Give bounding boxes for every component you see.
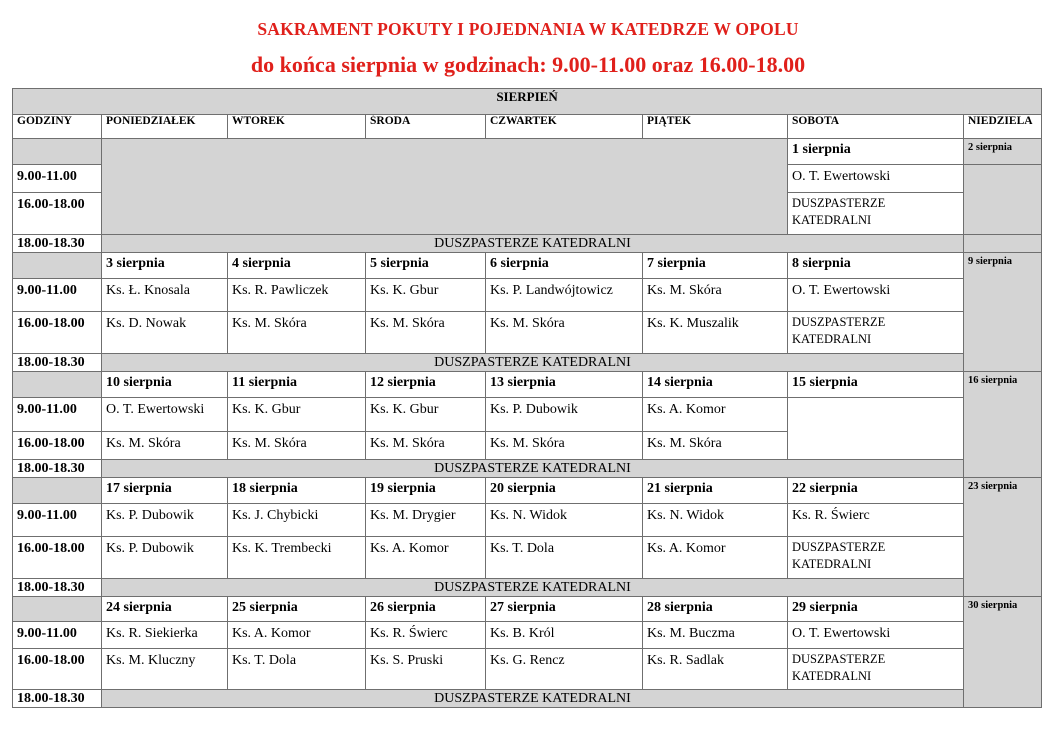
date-cell: 28 sierpnia: [643, 597, 788, 622]
empty-cell: [13, 372, 102, 398]
hour-cell: 18.00-18.30: [13, 460, 102, 478]
evening-duty-cell: DUSZPASTERZE KATEDRALNI: [102, 460, 964, 478]
hour-cell: 9.00-11.00: [13, 504, 102, 537]
week2-afternoon-row: [13, 312, 1042, 354]
week4-evening-row: [13, 579, 1042, 597]
confessor-cell: [788, 312, 964, 354]
kat-line2: KATEDRALNI: [792, 213, 872, 227]
date-cell: 18 sierpnia: [228, 478, 366, 504]
kat-line1: DUSZPASTERZE: [792, 652, 886, 666]
column-header: WTOREK: [228, 115, 366, 139]
confessor-cell: Ks. M. Skóra: [102, 432, 228, 460]
confessor-cell: Ks. R. Sadlak: [643, 649, 788, 690]
confessor-cell: Ks. S. Pruski: [366, 649, 486, 690]
week3-morning-row: [13, 398, 1042, 432]
date-cell: 19 sierpnia: [366, 478, 486, 504]
week4-afternoon-row: [13, 537, 1042, 579]
confessor-cell: Ks. P. Dubowik: [102, 504, 228, 537]
date-cell: 24 sierpnia: [102, 597, 228, 622]
empty-cell: [788, 398, 964, 460]
column-header: GODZINY: [13, 115, 102, 139]
confessor-cell: [788, 537, 964, 579]
hour-cell: 16.00-18.00: [13, 432, 102, 460]
date-cell: 13 sierpnia: [486, 372, 643, 398]
kat-line2: KATEDRALNI: [792, 332, 872, 346]
hour-cell: 9.00-11.00: [13, 279, 102, 312]
date-cell: 12 sierpnia: [366, 372, 486, 398]
confessor-cell: Ks. N. Widok: [486, 504, 643, 537]
date-cell: 29 sierpnia: [788, 597, 964, 622]
empty-cell: [13, 597, 102, 622]
evening-duty-cell: DUSZPASTERZE KATEDRALNI: [102, 235, 964, 253]
week5-afternoon-row: [13, 649, 1042, 690]
week4-morning-row: [13, 504, 1042, 537]
hour-cell: 18.00-18.30: [13, 354, 102, 372]
date-cell: 7 sierpnia: [643, 253, 788, 279]
confessor-cell: Ks. K. Trembecki: [228, 537, 366, 579]
confessor-cell: Ks. A. Komor: [228, 622, 366, 649]
sunday-date-cell: 2 sierpnia: [964, 139, 1042, 165]
hour-cell: 9.00-11.00: [13, 622, 102, 649]
confessor-cell: Ks. M. Skóra: [643, 279, 788, 312]
confessor-cell: Ks. K. Gbur: [228, 398, 366, 432]
date-cell: 27 sierpnia: [486, 597, 643, 622]
confessor-cell: Ks. M. Skóra: [366, 432, 486, 460]
week5-evening-row: [13, 690, 1042, 708]
kat-line1: DUSZPASTERZE: [792, 196, 886, 210]
confessor-cell: Ks. P. Dubowik: [486, 398, 643, 432]
confessor-cell: Ks. T. Dola: [228, 649, 366, 690]
month-header-row: [13, 89, 1042, 115]
week1-date-row: [13, 139, 1042, 165]
page-title: SAKRAMENT POKUTY I POJEDNANIA W KATEDRZE W OPOLU: [257, 19, 799, 39]
confessor-cell: Ks. B. Król: [486, 622, 643, 649]
confessor-cell: Ks. M. Skóra: [486, 432, 643, 460]
date-cell: 8 sierpnia: [788, 253, 964, 279]
week2-morning-row: [13, 279, 1042, 312]
confessor-cell: Ks. M. Buczma: [643, 622, 788, 649]
hour-cell: 18.00-18.30: [13, 690, 102, 708]
hour-cell: 18.00-18.30: [13, 579, 102, 597]
confessor-cell: Ks. A. Komor: [366, 537, 486, 579]
hour-cell: 16.00-18.00: [13, 193, 102, 235]
sunday-date-cell: 9 sierpnia: [964, 253, 1042, 372]
week2-date-row: [13, 253, 1042, 279]
date-cell: 6 sierpnia: [486, 253, 643, 279]
confessor-cell: O. T. Ewertowski: [788, 165, 964, 193]
confessor-cell: O. T. Ewertowski: [788, 622, 964, 649]
date-cell: 21 sierpnia: [643, 478, 788, 504]
confessor-cell: Ks. K. Gbur: [366, 279, 486, 312]
confessor-cell: Ks. T. Dola: [486, 537, 643, 579]
confessor-cell: [788, 649, 964, 690]
date-cell: 14 sierpnia: [643, 372, 788, 398]
date-cell: 17 sierpnia: [102, 478, 228, 504]
confessor-cell: Ks. R. Świerc: [366, 622, 486, 649]
confessor-cell: Ks. R. Świerc: [788, 504, 964, 537]
confessor-cell: Ks. R. Siekierka: [102, 622, 228, 649]
week3-evening-row: [13, 460, 1042, 478]
column-header: SOBOTA: [788, 115, 964, 139]
confessor-cell: Ks. M. Skóra: [228, 432, 366, 460]
week5-date-row: [13, 597, 1042, 622]
week3-date-row: [13, 372, 1042, 398]
date-cell: 11 sierpnia: [228, 372, 366, 398]
hour-cell: 16.00-18.00: [13, 537, 102, 579]
confessor-cell: Ks. M. Skóra: [228, 312, 366, 354]
confessor-cell: Ks. A. Komor: [643, 537, 788, 579]
sunday-cell: [964, 165, 1042, 235]
month-title: SIERPIEŃ: [13, 89, 1042, 115]
date-cell: 20 sierpnia: [486, 478, 643, 504]
empty-cell: [13, 253, 102, 279]
date-cell: 10 sierpnia: [102, 372, 228, 398]
hour-cell: 16.00-18.00: [13, 312, 102, 354]
confessor-cell: Ks. J. Chybicki: [228, 504, 366, 537]
hour-cell: 16.00-18.00: [13, 649, 102, 690]
sunday-date-cell: 16 sierpnia: [964, 372, 1042, 478]
confessor-cell: Ks. R. Pawliczek: [228, 279, 366, 312]
confessor-cell: Ks. P. Landwójtowicz: [486, 279, 643, 312]
date-cell: 25 sierpnia: [228, 597, 366, 622]
confessor-cell: Ks. M. Kluczny: [102, 649, 228, 690]
empty-cell: [13, 139, 102, 165]
empty-cell: [13, 478, 102, 504]
date-cell: 15 sierpnia: [788, 372, 964, 398]
empty-block: [102, 139, 788, 235]
confessor-cell: Ks. K. Gbur: [366, 398, 486, 432]
confessor-cell: Ks. M. Skóra: [366, 312, 486, 354]
evening-duty-cell: DUSZPASTERZE KATEDRALNI: [102, 690, 964, 708]
date-cell: 3 sierpnia: [102, 253, 228, 279]
confessor-cell: Ks. Ł. Knosala: [102, 279, 228, 312]
hour-cell: 9.00-11.00: [13, 398, 102, 432]
confessor-cell: Ks. P. Dubowik: [102, 537, 228, 579]
week5-morning-row: [13, 622, 1042, 649]
week4-date-row: [13, 478, 1042, 504]
confessor-cell: [788, 193, 964, 235]
column-header: ŚRODA: [366, 115, 486, 139]
confessor-cell: Ks. N. Widok: [643, 504, 788, 537]
kat-line1: DUSZPASTERZE: [792, 540, 886, 554]
schedule-table: [12, 88, 1042, 708]
sunday-cell: [964, 235, 1042, 253]
column-header: CZWARTEK: [486, 115, 643, 139]
confessor-cell: Ks. M. Drygier: [366, 504, 486, 537]
page-subtitle: do końca sierpnia w godzinach: 9.00-11.00 oraz 16.00-18.00: [250, 52, 806, 77]
date-cell: 26 sierpnia: [366, 597, 486, 622]
column-header: PIĄTEK: [643, 115, 788, 139]
hour-cell: 9.00-11.00: [13, 165, 102, 193]
confessor-cell: Ks. G. Rencz: [486, 649, 643, 690]
weekday-header-row: [13, 115, 1042, 139]
confessor-cell: O. T. Ewertowski: [788, 279, 964, 312]
date-cell: 4 sierpnia: [228, 253, 366, 279]
hour-cell: 18.00-18.30: [13, 235, 102, 253]
sunday-date-cell: 30 sierpnia: [964, 597, 1042, 708]
date-cell: 5 sierpnia: [366, 253, 486, 279]
confessor-cell: Ks. M. Skóra: [643, 432, 788, 460]
date-cell: 1 sierpnia: [788, 139, 964, 165]
sunday-date-cell: 23 sierpnia: [964, 478, 1042, 597]
week2-evening-row: [13, 354, 1042, 372]
kat-line2: KATEDRALNI: [792, 669, 872, 683]
week1-evening-row: [13, 235, 1042, 253]
confessor-cell: Ks. D. Nowak: [102, 312, 228, 354]
confessor-cell: Ks. M. Skóra: [486, 312, 643, 354]
evening-duty-cell: DUSZPASTERZE KATEDRALNI: [102, 354, 964, 372]
date-cell: 22 sierpnia: [788, 478, 964, 504]
confessor-cell: Ks. A. Komor: [643, 398, 788, 432]
column-header: PONIEDZIAŁEK: [102, 115, 228, 139]
evening-duty-cell: DUSZPASTERZE KATEDRALNI: [102, 579, 964, 597]
kat-line2: KATEDRALNI: [792, 557, 872, 571]
confessor-cell: O. T. Ewertowski: [102, 398, 228, 432]
column-header: NIEDZIELA: [964, 115, 1042, 139]
confessor-cell: Ks. K. Muszalik: [643, 312, 788, 354]
kat-line1: DUSZPASTERZE: [792, 315, 886, 329]
